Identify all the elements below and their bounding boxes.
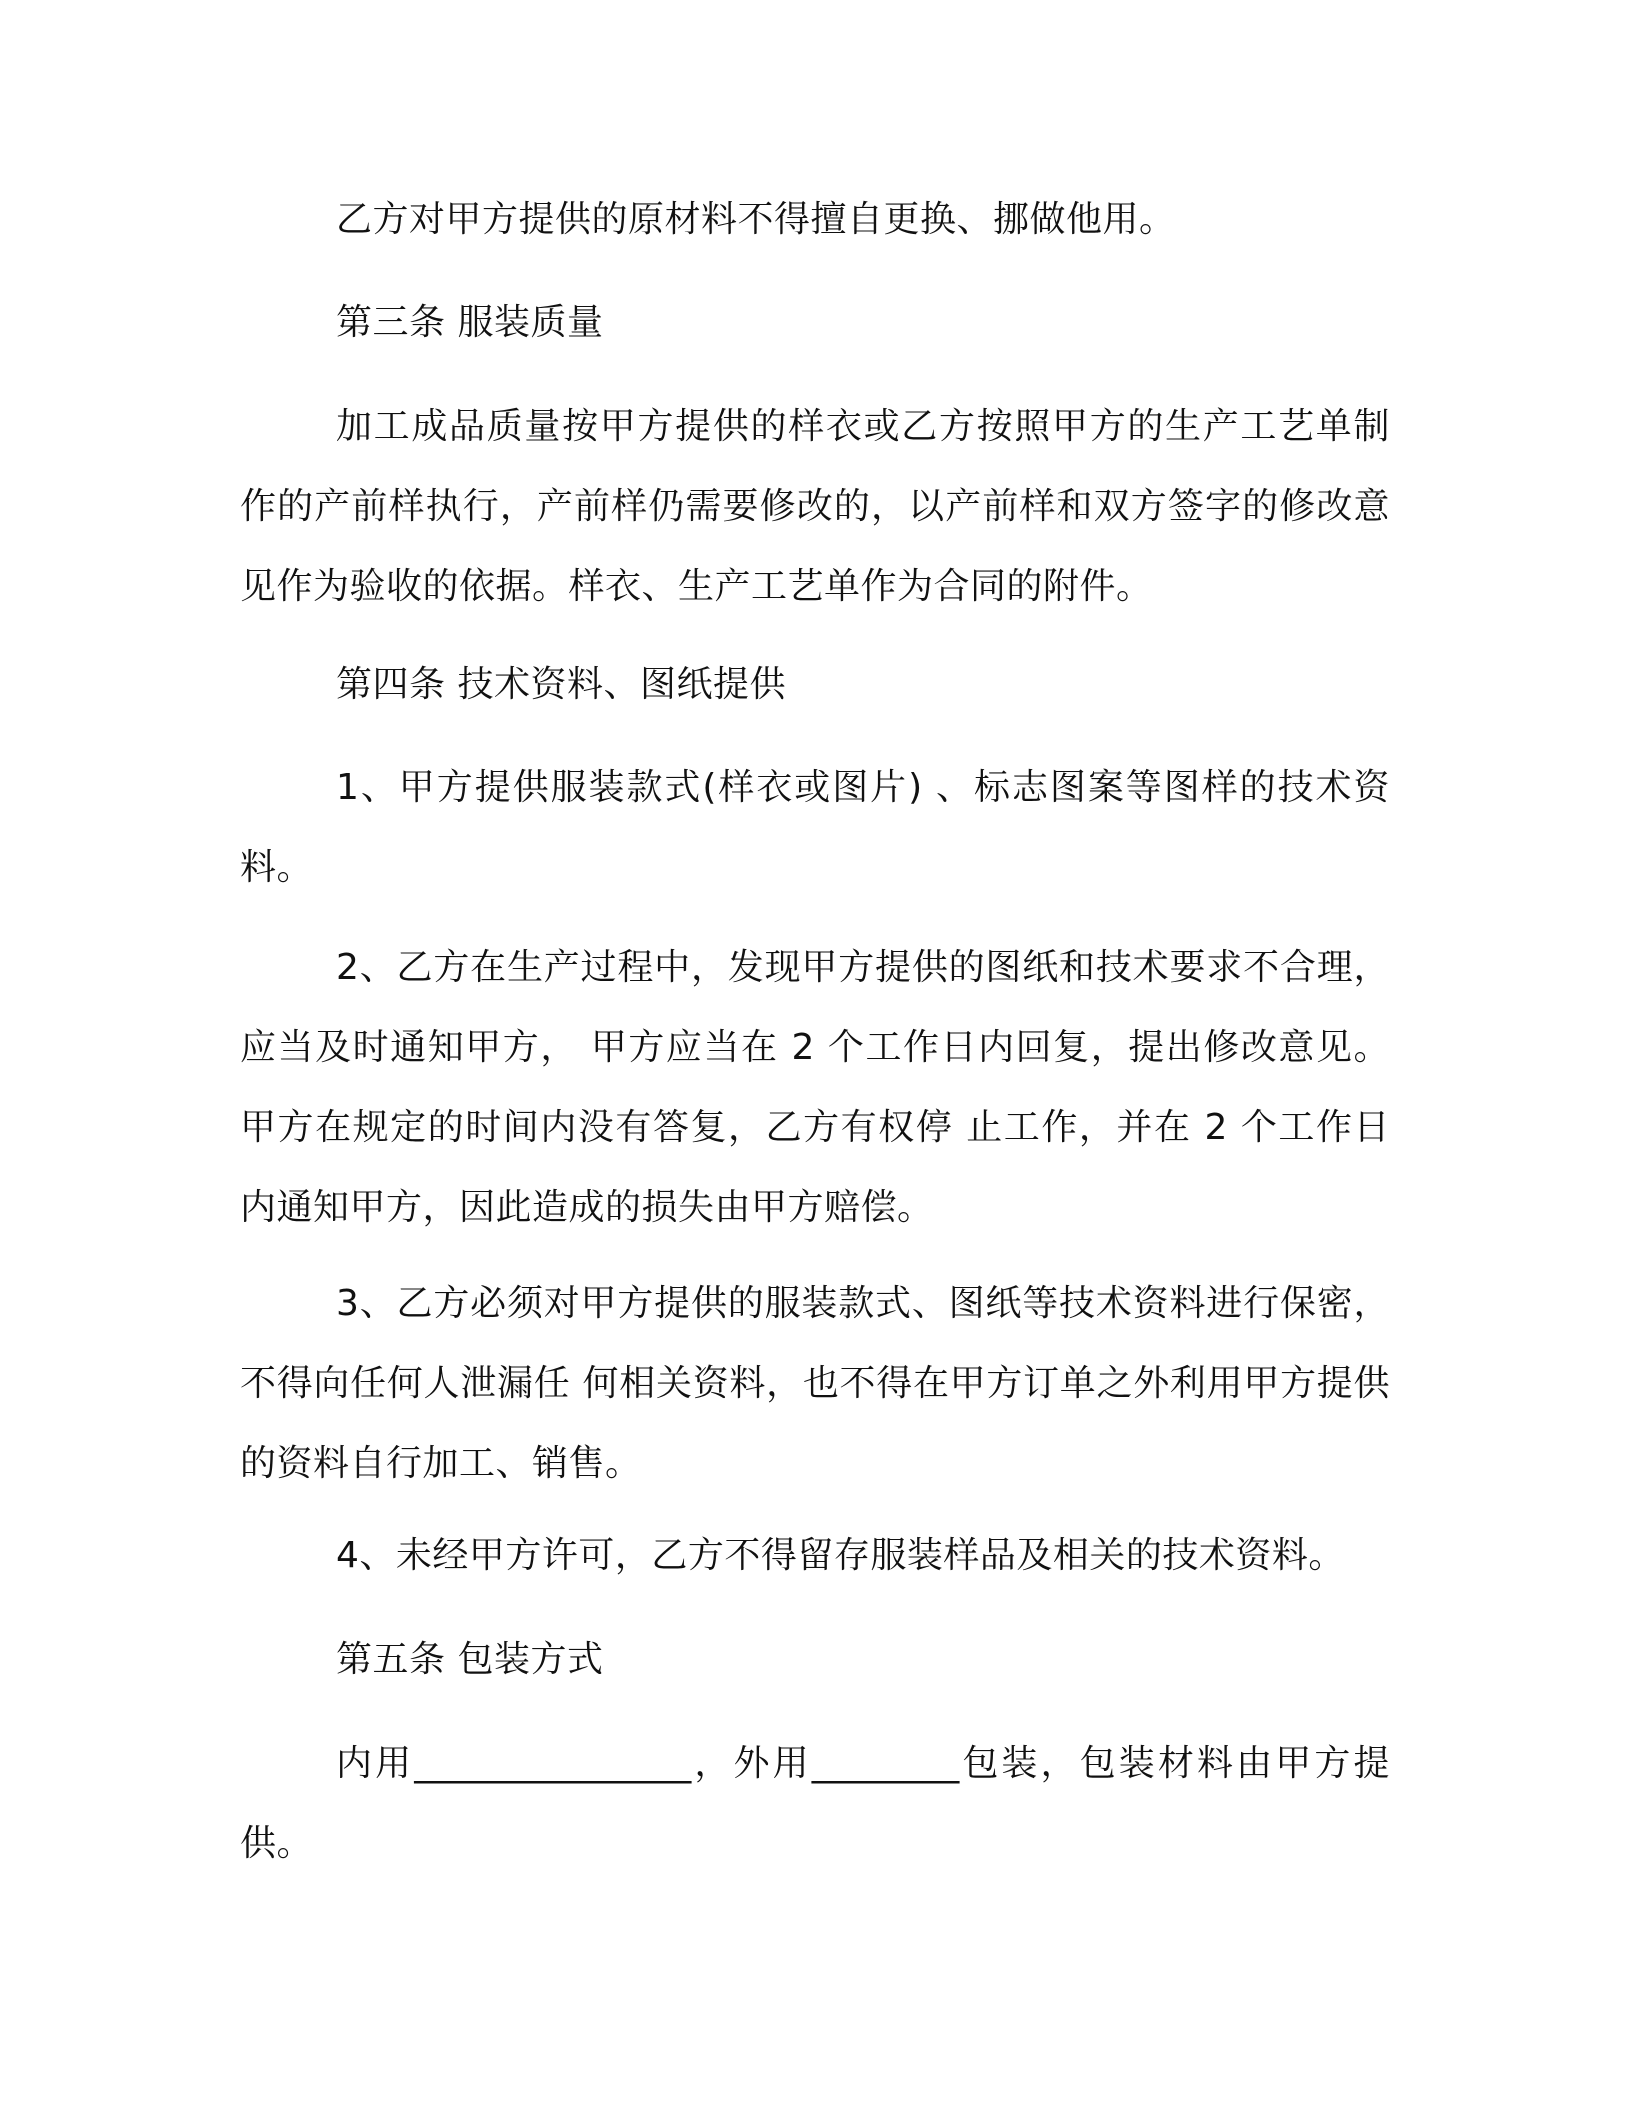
paragraph-packaging-method: 内用_______________，外用________包装，包装材料由甲方提供。 — [240, 1743, 1390, 1864]
paragraph-item-1-styles: 1、甲方提供服装款式(样衣或图片) 、标志图案等图样的技术资料。 — [240, 767, 1390, 888]
heading-article-4-technical-data: 第四条 技术资料、图纸提供 — [336, 664, 786, 705]
paragraph-raw-material-clause: 乙方对甲方提供的原材料不得擅自更换、挪做他用。 — [336, 199, 1176, 240]
heading-article-5-packaging: 第五条 包装方式 — [336, 1639, 604, 1680]
paragraph-item-4-no-retention: 4、未经甲方许可，乙方不得留存服装样品及相关的技术资料。 — [336, 1535, 1345, 1576]
heading-article-3-clothing-quality: 第三条 服装质量 — [336, 302, 604, 343]
paragraph-item-2-drawing-issues: 2、乙方在生产过程中，发现甲方提供的图纸和技术要求不合理，应当及时通知甲方， 甲方应当在 2 个工作日内回复，提出修改意见。甲方在规定的时间内没有答复，乙方有权停 止工作，并在 2 个工作日内通知甲方，因此造成的损失由甲方赔偿。 — [240, 947, 1390, 1228]
paragraph-item-3-confidentiality: 3、乙方必须对甲方提供的服装款式、图纸等技术资料进行保密，不得向任何人泄漏任 何相关资料，也不得在甲方订单之外利用甲方提供的资料自行加工、销售。 — [240, 1283, 1390, 1484]
paragraph-quality-standard: 加工成品质量按甲方提供的样衣或乙方按照甲方的生产工艺单制作的产前样执行，产前样仍需要修改的，以产前样和双方签字的修改意见作为验收的依据。样衣、生产工艺单作为合同的附件。 — [240, 406, 1390, 607]
